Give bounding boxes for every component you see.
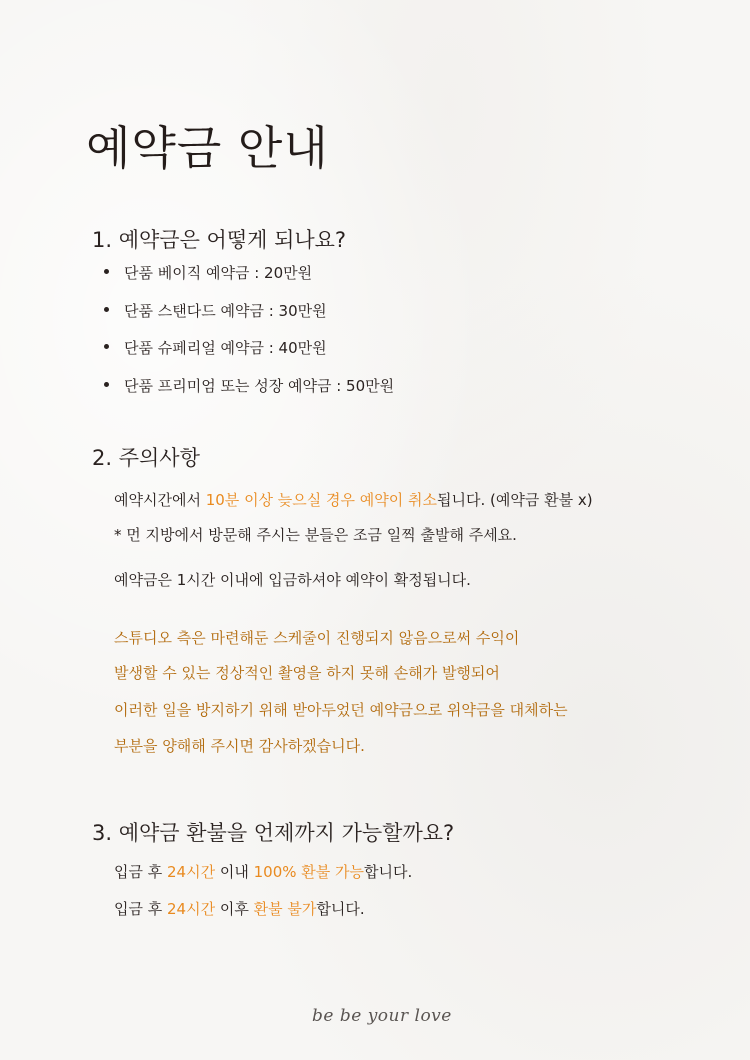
deposit-price-list bbox=[104, 262, 394, 412]
bullet-icon bbox=[104, 269, 109, 274]
notice-line: 발생할 수 있는 정상적인 촬영을 하지 못해 손해가 발행되어 bbox=[114, 664, 500, 682]
bullet-icon bbox=[104, 344, 109, 349]
bullet-icon bbox=[104, 382, 109, 387]
list-item: 단품 스탠다드 예약금 : 30만원 bbox=[104, 300, 394, 338]
refund-policy-line: 입금 후 24시간 이내 100% 환불 가능합니다. bbox=[114, 863, 413, 881]
bullet-icon bbox=[104, 307, 109, 312]
section-1-heading: 1. 예약금은 어떻게 되나요? bbox=[92, 228, 347, 252]
refund-policy-line: 입금 후 24시간 이후 환불 불가합니다. bbox=[114, 900, 365, 918]
list-item: 단품 슈페리얼 예약금 : 40만원 bbox=[104, 337, 394, 375]
confirmation-line: 예약금은 1시간 이내에 입금하셔야 예약이 확정됩니다. bbox=[114, 571, 471, 589]
travel-note-line: * 먼 지방에서 방문해 주시는 분들은 조금 일찍 출발해 주세요. bbox=[114, 526, 517, 544]
section-3-heading: 3. 예약금 환불을 언제까지 가능할까요? bbox=[92, 821, 455, 845]
brand-signature: be be your love bbox=[312, 1006, 452, 1026]
notice-line: 이러한 일을 방지하기 위해 받아두었던 예약금으로 위약금을 대체하는 bbox=[114, 701, 568, 719]
notice-line: 부분을 양해해 주시면 감사하겠습니다. bbox=[114, 737, 365, 755]
page-title: 예약금 안내 bbox=[86, 121, 329, 175]
cancellation-policy-line: 예약시간에서 10분 이상 늦으실 경우 예약이 취소됩니다. (예약금 환불 x) bbox=[114, 491, 593, 509]
list-item: 단품 프리미엄 또는 성장 예약금 : 50만원 bbox=[104, 375, 394, 413]
section-2-heading: 2. 주의사항 bbox=[92, 446, 200, 470]
list-item: 단품 베이직 예약금 : 20만원 bbox=[104, 262, 394, 300]
notice-line: 스튜디오 측은 마련해둔 스케줄이 진행되지 않음으로써 수익이 bbox=[114, 629, 520, 647]
highlight-text: 10분 이상 늦으실 경우 예약이 취소 bbox=[205, 491, 438, 509]
